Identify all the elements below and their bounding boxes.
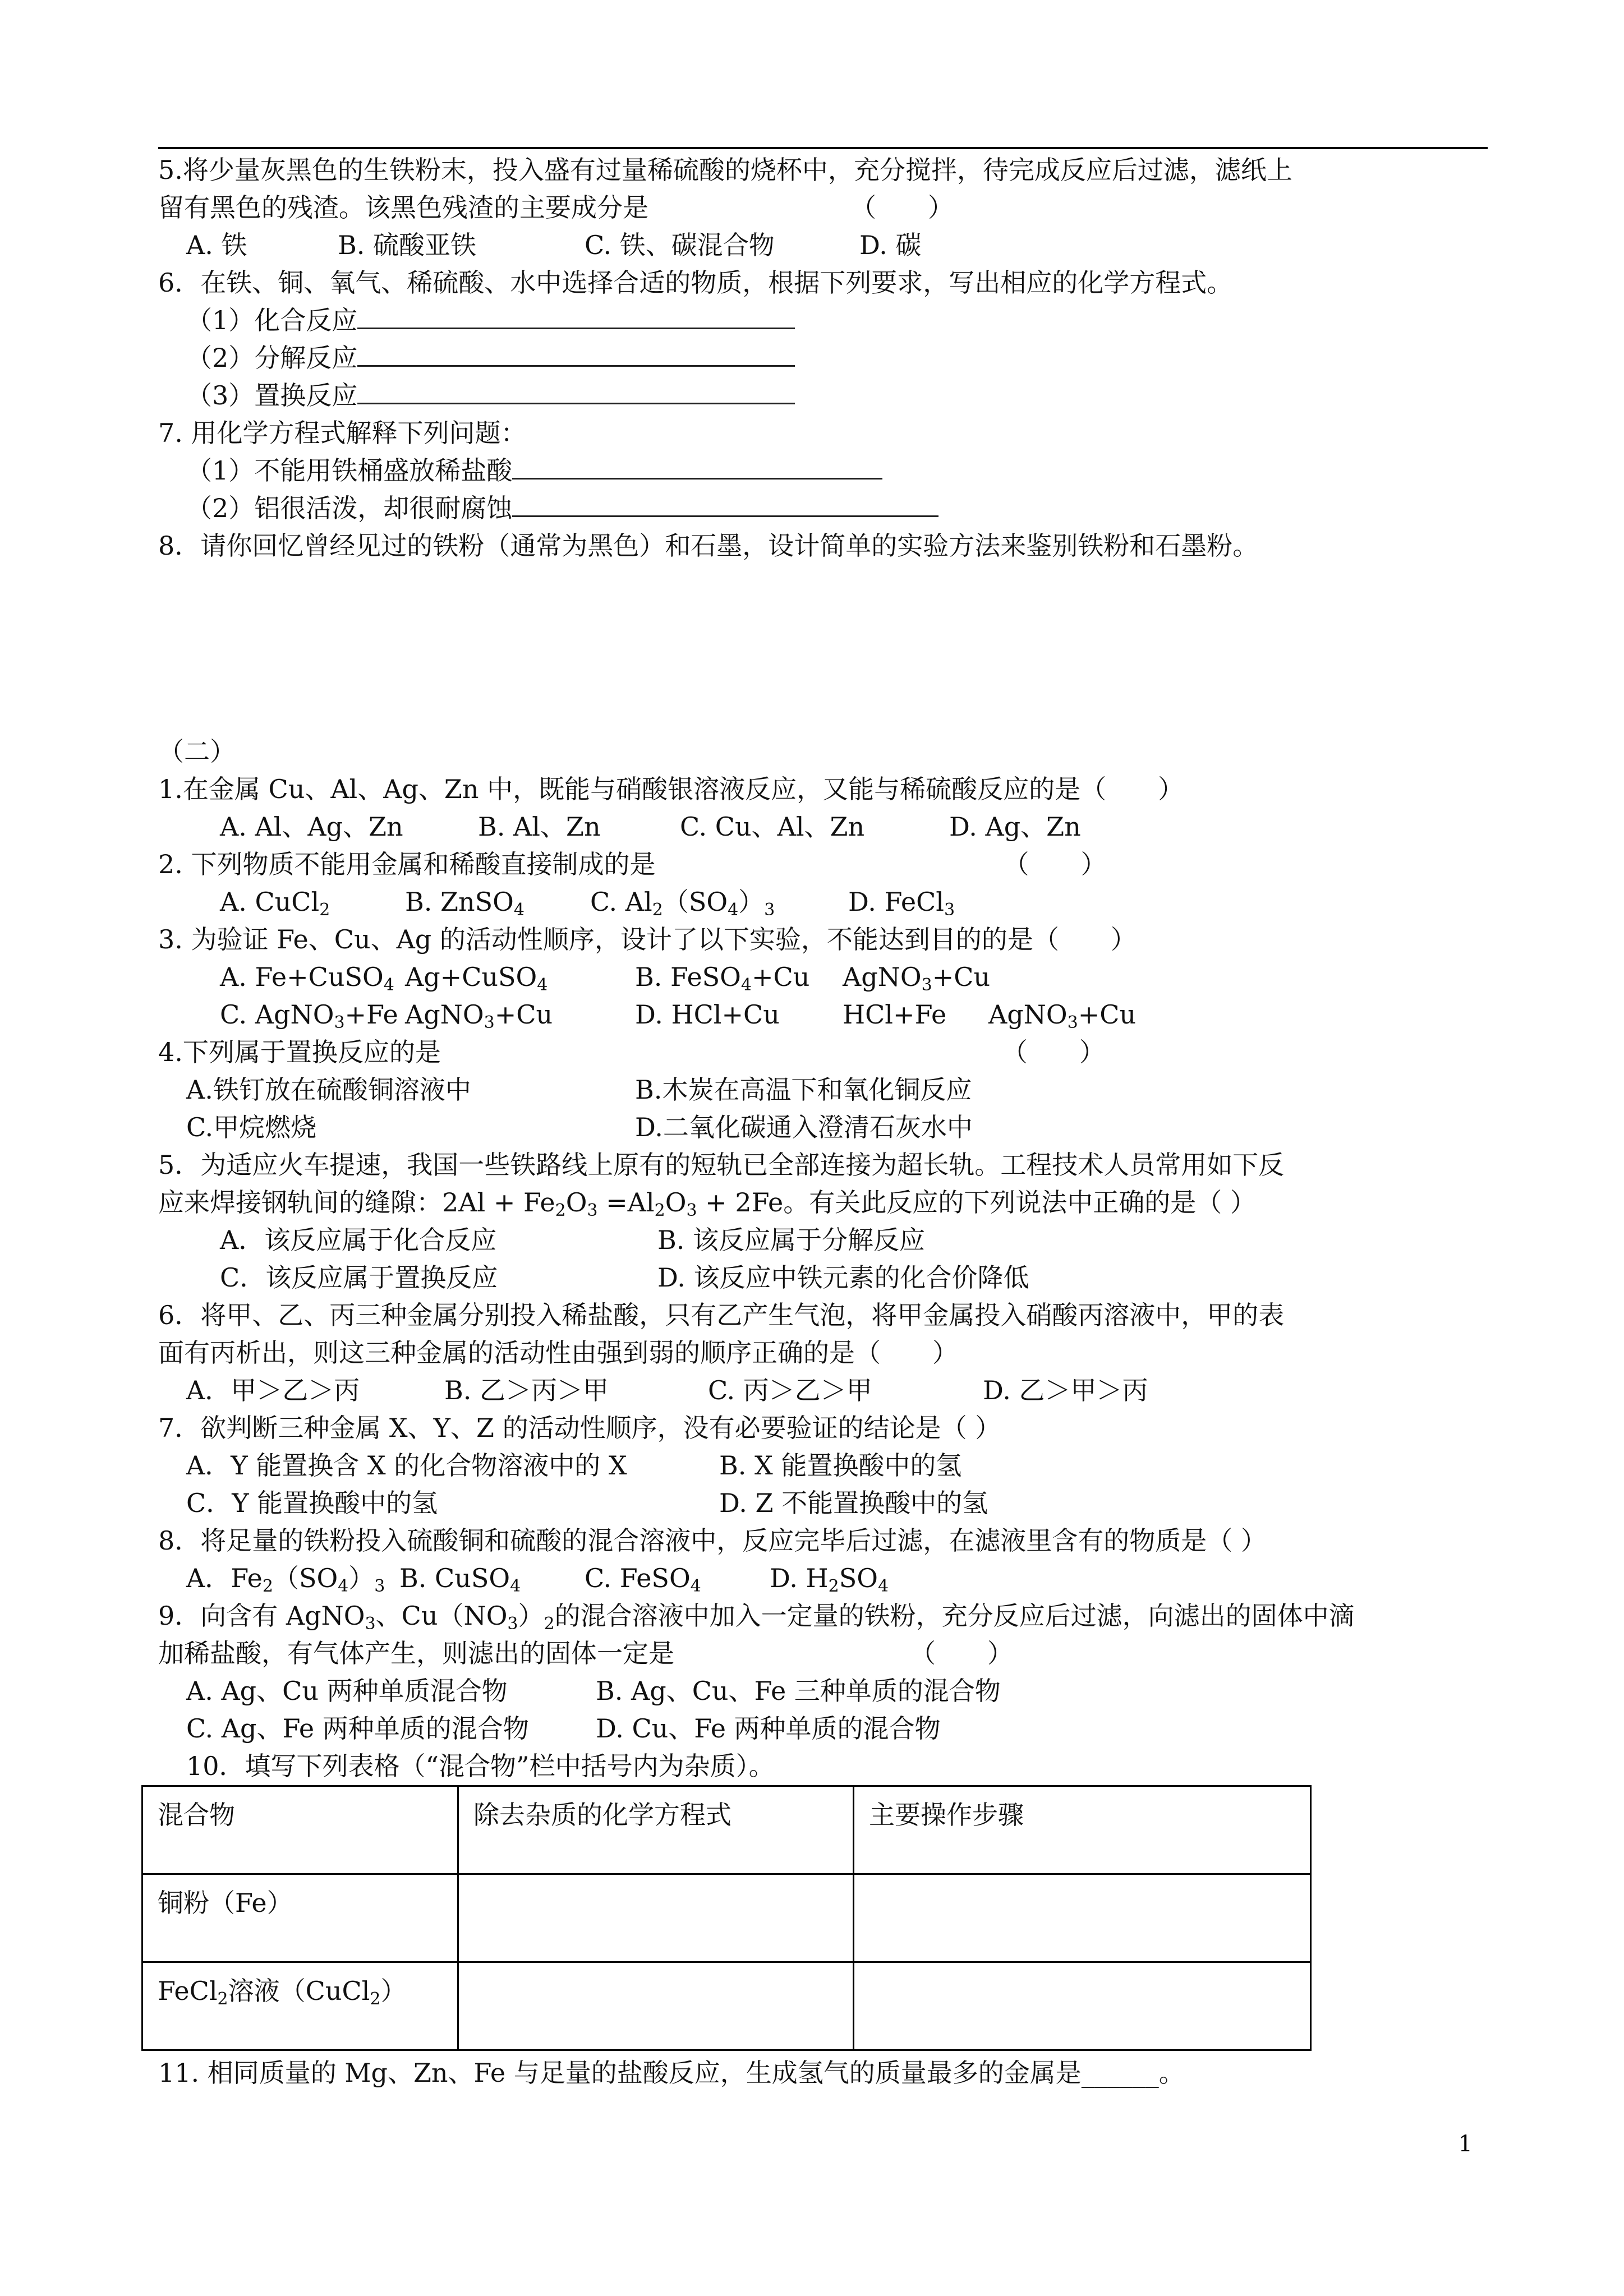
answer-paren: （ ）	[850, 192, 954, 223]
option-d: D. Z 不能置换酸中的氢	[719, 1488, 988, 1518]
question-p1-7-item2: （2）铝很活泼，却很耐腐蚀	[158, 490, 1488, 527]
question-p1-7-stem: 7. 用化学方程式解释下列问题：	[158, 418, 527, 448]
question-2-10-stem: 10．填写下列表格（“混合物”栏中括号内为杂质）。	[186, 1751, 775, 1781]
options-2-3-row1	[158, 958, 1488, 996]
question-p1-5-line2: 留有黑色的残渣。该黑色残渣的主要成分是 （ ）	[158, 192, 954, 223]
option-b: B.木炭在高温下和氧化铜反应	[635, 1075, 972, 1105]
option-a-part1: A. Fe+CuSO$_4$	[220, 962, 394, 995]
table-cell-equation[interactable]	[458, 1962, 854, 2050]
question-2-9-line1: 9．向含有 AgNO$_3$、$Cu(NO_3)_2$的混合溶液中加入一定量的铁粉，充分反应后过滤，向滤出的固体中滴	[158, 1601, 1355, 1634]
option-d: D. $H_2SO_4$	[770, 1563, 889, 1596]
option-a: A.铁钉放在硫酸铜溶液中	[186, 1075, 471, 1105]
worksheet-content	[158, 151, 1488, 2092]
table-header-cell: 混合物	[142, 1786, 458, 1874]
table-cell-mixture: FeCl$_2$溶液（CuCl$_2$）	[142, 1962, 458, 2050]
section-heading: （二）	[158, 736, 236, 767]
answer-blank[interactable]	[512, 490, 938, 517]
table-header-row	[142, 1786, 1311, 1874]
option-a: A. Al、Ag、Zn	[220, 812, 403, 842]
options-2-4-row2	[158, 1109, 1488, 1146]
option-d-part1: D. HCl+Cu	[635, 999, 780, 1030]
option-b: B. Al、Zn	[478, 812, 601, 842]
option-a: A．该反应属于化合反应	[220, 1225, 497, 1255]
option-d: D.二氧化碳通入澄清石灰水中	[635, 1112, 973, 1142]
options-2-7-row2	[158, 1484, 1488, 1522]
answer-blank[interactable]	[512, 452, 882, 480]
option-b: B. 该反应属于分解反应	[657, 1225, 926, 1255]
question-p1-8: 8．请你回忆曾经见过的铁粉（通常为黑色）和石墨，设计简单的实验方法来鉴别铁粉和石墨粉。	[158, 531, 1259, 561]
option-d: D. 该反应中铁元素的化合价降低	[657, 1262, 1029, 1293]
table-cell-equation[interactable]	[458, 1874, 854, 1962]
option-b: B. Ag、Cu、Fe 三种单质的混合物	[596, 1676, 1001, 1706]
option-c: C. 丙＞乙＞甲	[708, 1375, 872, 1405]
option-a: A. CuCl$_2$	[220, 887, 330, 920]
option-c: C．该反应属于置换反应	[220, 1262, 498, 1293]
answer-paren: （ ）	[1003, 849, 1107, 879]
question-p1-5-line1: 5.将少量灰黑色的生铁粉末，投入盛有过量稀硫酸的烧杯中，充分搅拌，待完成反应后过滤，滤纸上	[158, 155, 1292, 185]
options-2-4-row1	[158, 1071, 1488, 1109]
options-2-7-row1	[158, 1447, 1488, 1484]
table-cell-steps[interactable]	[854, 1962, 1311, 2050]
answer-space[interactable]	[158, 565, 1488, 733]
question-2-11: 11. 相同质量的 Mg、Zn、Fe 与足量的盐酸反应，生成氢气的质量最多的金属是______。	[158, 2058, 1185, 2088]
option-a: A. Ag、Cu 两种单质混合物	[186, 1676, 508, 1706]
answer-blank[interactable]	[357, 377, 795, 404]
page-number: 1	[1458, 2131, 1473, 2157]
option-d-part2: HCl+Fe	[843, 999, 947, 1030]
option-c: C.甲烷燃烧	[186, 1112, 317, 1142]
question-p1-6-item3: （3）置换反应	[158, 377, 1488, 414]
answer-blank[interactable]	[357, 339, 795, 367]
option-c: C. 铁、碳混合物	[585, 230, 775, 260]
option-b: B. 乙＞丙＞甲	[444, 1375, 609, 1405]
option-b: B. ZnSO$_4$	[405, 887, 525, 920]
impurity-table	[141, 1785, 1312, 2051]
option-d-part3: AgNO$_3$+Cu	[988, 999, 1137, 1032]
options-2-5-row2	[158, 1259, 1488, 1297]
options-2-2	[158, 883, 1488, 921]
options-2-3-row2	[158, 996, 1488, 1034]
question-2-9-line2: 加稀盐酸，有气体产生，则滤出的固体一定是 （ ）	[158, 1638, 1013, 1668]
option-d: D. 乙＞甲＞丙	[983, 1375, 1148, 1405]
option-c: C. $Al_2(SO_4)_3$	[590, 887, 775, 920]
options-2-9-row2	[158, 1710, 1488, 1748]
option-b-part2: AgNO$_3$+Cu	[843, 962, 991, 995]
table-cell-steps[interactable]	[854, 1874, 1311, 1962]
option-c: C. FeSO$_4$	[585, 1563, 701, 1596]
table-cell-mixture: 铜粉（Fe）	[142, 1874, 458, 1962]
question-2-6-line2: 面有丙析出，则这三种金属的活动性由强到弱的顺序正确的是（ ）	[158, 1338, 958, 1368]
option-b: B. 硫酸亚铁	[338, 230, 477, 260]
option-a: A．甲＞乙＞丙	[186, 1375, 360, 1405]
option-b-part1: B. FeSO$_4$+Cu	[635, 962, 810, 995]
header-rule	[158, 147, 1488, 149]
question-2-1-stem: 1.在金属 Cu、Al、Ag、Zn 中，既能与硝酸银溶液反应，又能与稀硫酸反应的是（ ）	[158, 774, 1184, 804]
option-b: B. X 能置换酸中的氢	[719, 1450, 962, 1481]
question-2-5-line1: 5．为适应火车提速，我国一些铁路线上原有的短轨已全部连接为超长轨。工程技术人员常用如下反	[158, 1150, 1285, 1180]
options-2-5-row1	[158, 1221, 1488, 1259]
question-2-5-line2: 应来焊接钢轨间的缝隙：$2Al + Fe_2O_3 =Al_2O_3 + 2Fe$。有关此反应的下列说法中正确的是（ ）	[158, 1187, 1256, 1220]
option-b: B. CuSO$_4$	[399, 1563, 521, 1596]
option-c-part1: C. AgNO$_3$+Fe	[220, 999, 398, 1032]
option-d: D. Cu、Fe 两种单质的混合物	[596, 1713, 941, 1744]
question-p1-7-item1: （1）不能用铁桶盛放稀盐酸	[158, 452, 1488, 490]
question-p1-6-item1: （1）化合反应	[158, 302, 1488, 339]
question-p1-6-item2: （2）分解反应	[158, 339, 1488, 377]
option-d: D. 碳	[859, 230, 922, 260]
question-2-8-stem: 8．将足量的铁粉投入硫酸铜和硫酸的混合溶液中，反应完毕后过滤，在滤液里含有的物质是（ ）	[158, 1525, 1267, 1556]
option-c: C．Y 能置换酸中的氢	[186, 1488, 438, 1518]
option-a-part2: Ag+CuSO$_4$	[405, 962, 548, 995]
options-2-6	[158, 1372, 1488, 1409]
option-d: D. FeCl$_3$	[848, 887, 955, 920]
question-2-7-stem: 7．欲判断三种金属 X、Y、Z 的活动性顺序，没有必要验证的结论是（ ）	[158, 1413, 1001, 1443]
option-c-part2: AgNO$_3$+Cu	[405, 999, 553, 1032]
question-2-2-stem: 2. 下列物质不能用金属和稀酸直接制成的是 （ ）	[158, 849, 1107, 879]
options-2-9-row1	[158, 1672, 1488, 1710]
option-d: D. Ag、Zn	[949, 812, 1081, 842]
answer-paren: （ ）	[910, 1638, 1013, 1668]
answer-blank[interactable]	[357, 302, 795, 329]
option-c: C. Cu、Al、Zn	[680, 812, 865, 842]
table-row	[142, 1962, 1311, 2050]
table-header-cell: 除去杂质的化学方程式	[458, 1786, 854, 1874]
question-p1-6-stem: 6．在铁、铜、氧气、稀硫酸、水中选择合适的物质，根据下列要求，写出相应的化学方程式。	[158, 268, 1233, 298]
option-a: A．Y 能置换含 X 的化合物溶液中的 X	[186, 1450, 627, 1481]
option-a: A．$Fe_2(SO_4)_3$	[186, 1563, 385, 1596]
table-row	[142, 1874, 1311, 1962]
option-a: A. 铁	[186, 230, 247, 260]
options-2-8	[158, 1560, 1488, 1597]
question-2-4-stem: 4.下列属于置换反应的是 （ ）	[158, 1037, 1105, 1067]
question-2-6-line1: 6．将甲、乙、丙三种金属分别投入稀盐酸，只有乙产生气泡，将甲金属投入硝酸丙溶液中，甲的表	[158, 1300, 1285, 1330]
options-2-1	[158, 808, 1488, 846]
options-p1-5	[158, 227, 1488, 264]
table-header-cell: 主要操作步骤	[854, 1786, 1311, 1874]
option-c: C. Ag、Fe 两种单质的混合物	[186, 1713, 529, 1744]
question-2-3-stem: 3. 为验证 Fe、Cu、Ag 的活动性顺序，设计了以下实验，不能达到目的的是（ ）	[158, 924, 1137, 955]
answer-paren: （ ）	[1001, 1037, 1105, 1067]
